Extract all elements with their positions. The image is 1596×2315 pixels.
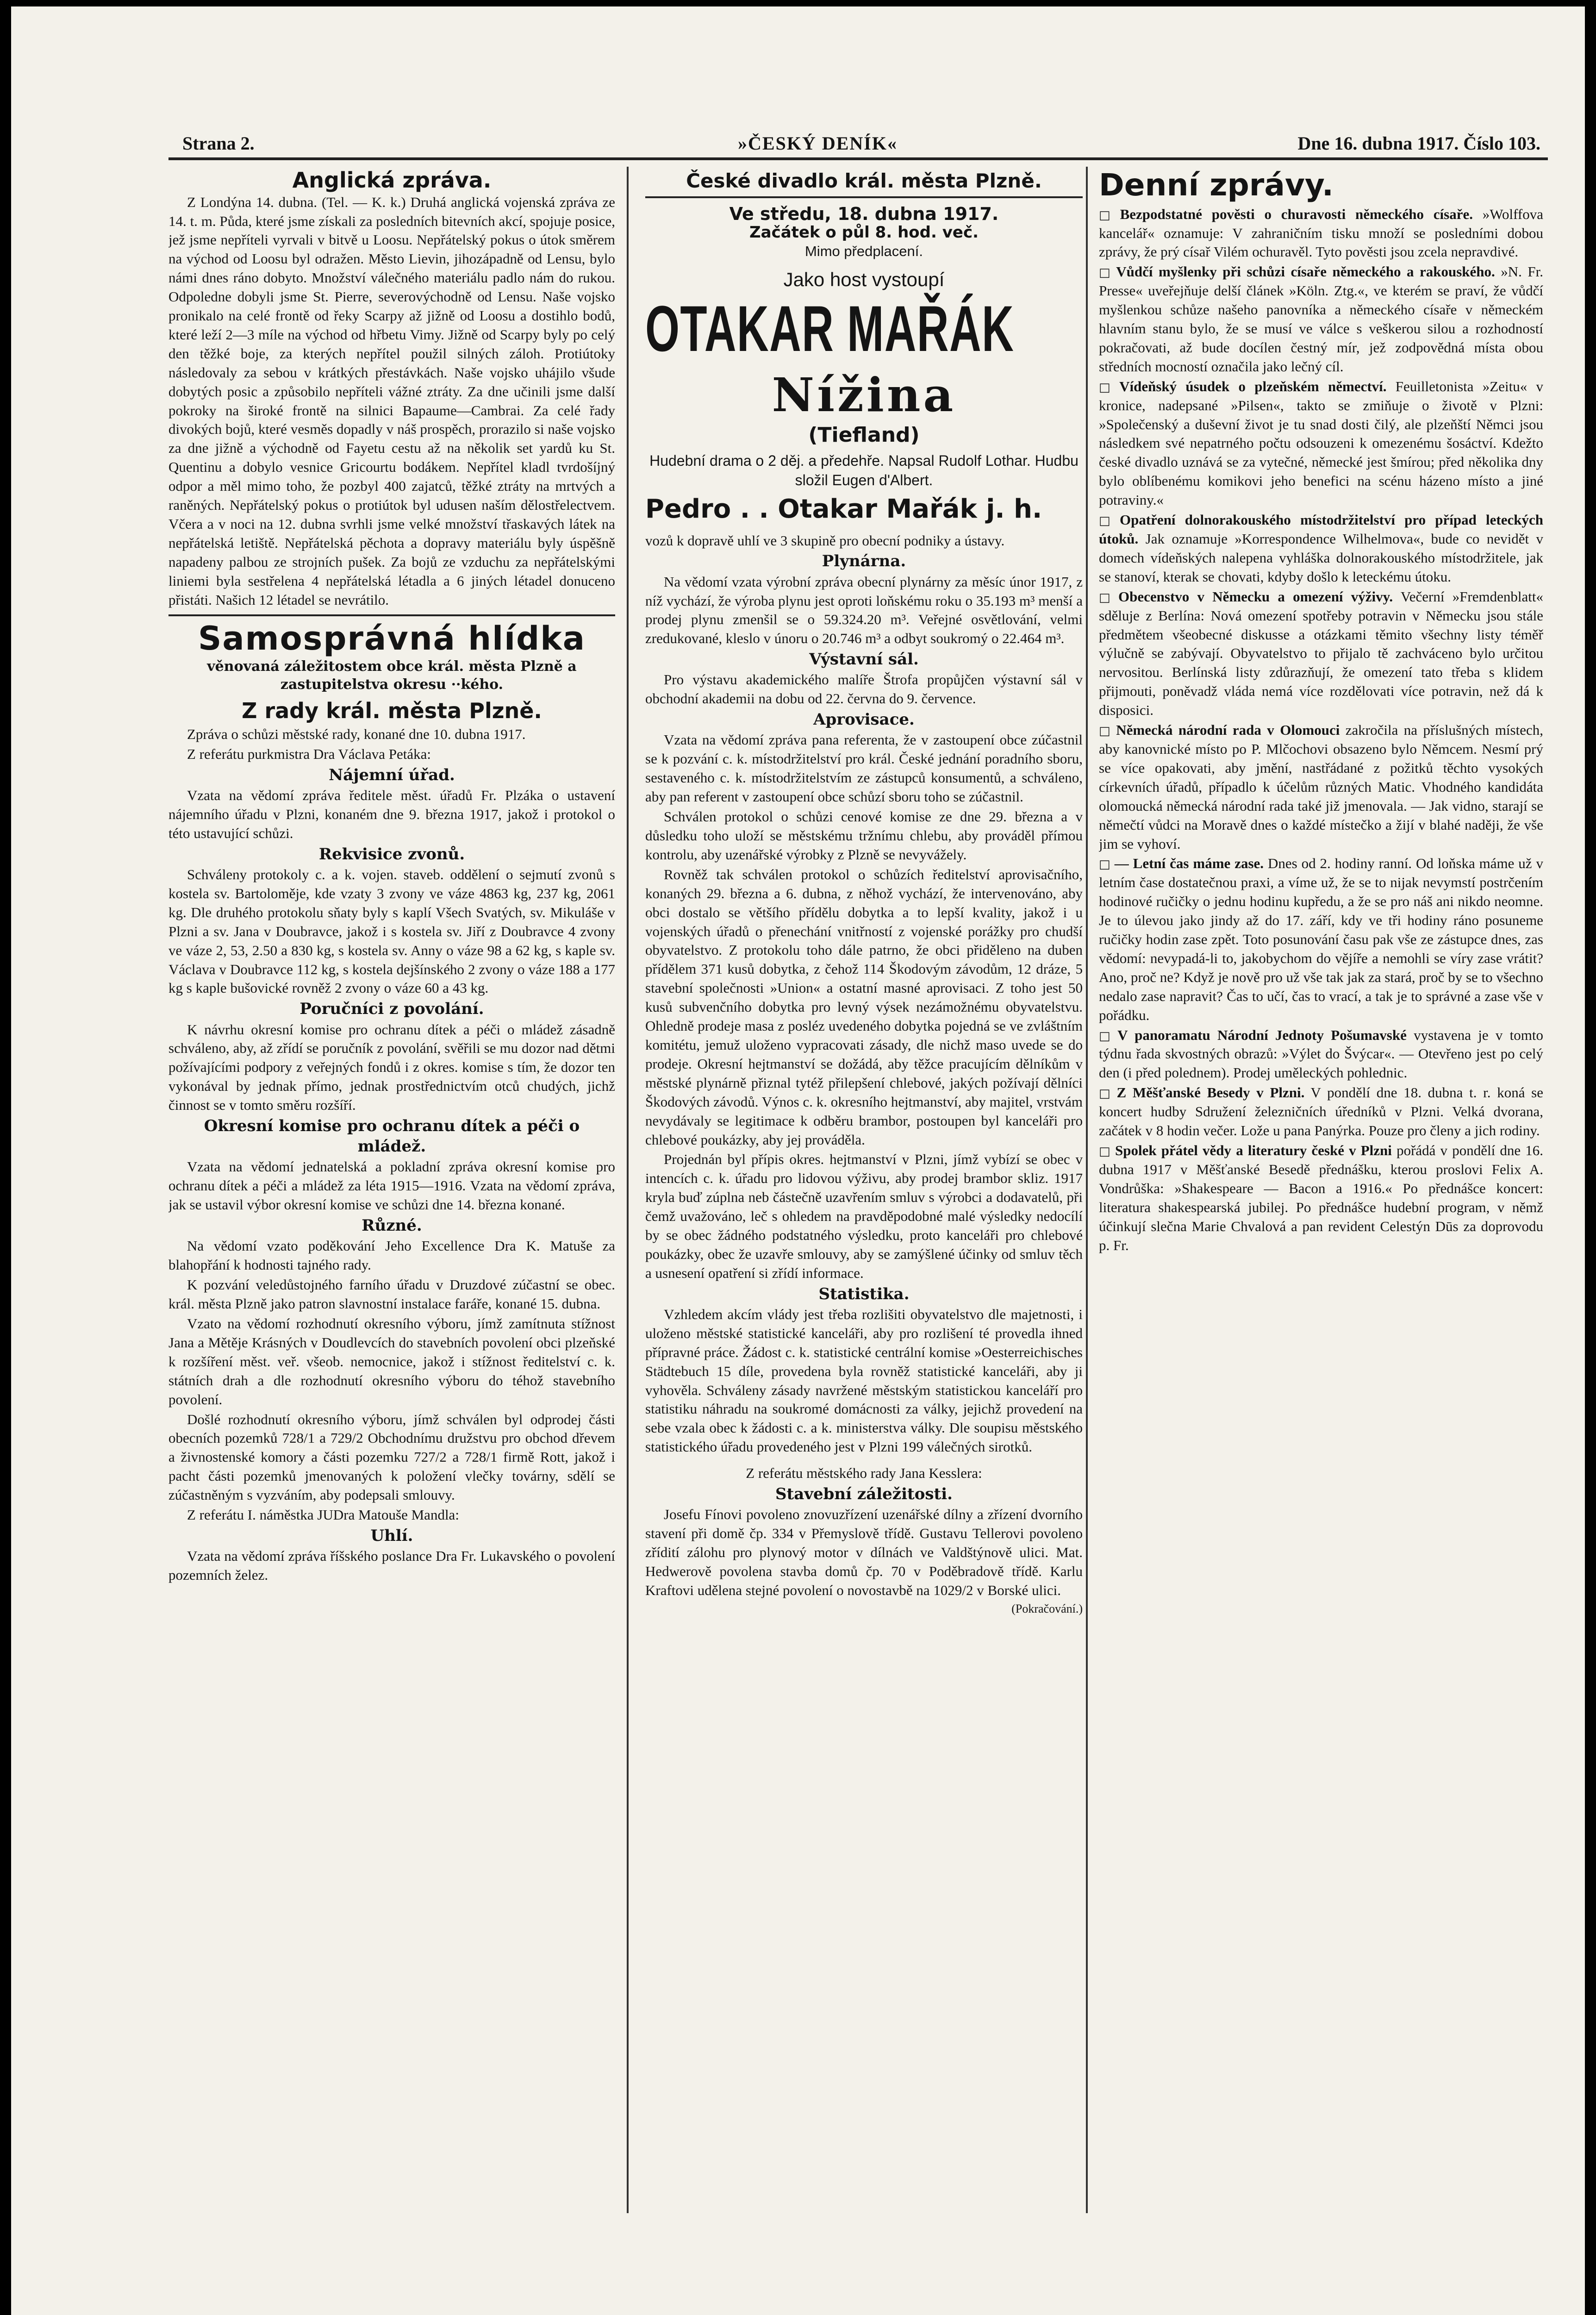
news-item-text: V pondělí dne 18. dubna t. r. koná se koncert hudby Sdružení železničních úředníků v Plzni. Velká dvorana, začátek v 8 hodin večer. Lože u pana Panýrka. Pouze pro členy a jich rodiny. — [1099, 1084, 1543, 1139]
news-item — [1099, 1026, 1543, 1083]
bullet-icon: □ — [1099, 1087, 1113, 1101]
column-divider — [627, 167, 629, 2213]
news-item-lead: — Letní čas máme zase. — [1114, 855, 1264, 872]
subsection-title: Rekvisice zvonů. — [318, 845, 465, 863]
article-text: Vzata na vědomí zpráva říšského poslance Dra Fr. Lukavského o povolení pozemních želez. — [168, 1548, 615, 1583]
bullet-icon: □ — [1099, 857, 1111, 872]
article-text: Schváleny protokoly c. a k. vojen. staveb. oddělení o sejmutí zvonů s kostela sv. Bartoloměje, kde vzaty 3 zvony ve váze 4863 kg, 237 kg, 2061 kg. Dle druhého protokolu sňaty byly s kaplí Všech Svatých, sv. Mikuláše v Plzni a sv. Jana v Doubravce, jakož i s kostela sv. Jiří z Doubravce 4 zvony ve váze 2, 53, 2.50 a 830 kg, s kostela sv. Anny o váze 98 a 62 kg, s kaple sv. Václava v Doubravce 112 kg, s kostela dejšínského 2 zvony o váze 188 a 177 kg s kaple bušovické rovněž 2 zvony o váze 60 a 43 kg. — [168, 866, 615, 996]
newspaper-page — [11, 6, 1585, 2315]
column-right — [1099, 167, 1543, 2269]
subsection-title: Statistika. — [818, 1284, 910, 1303]
article-text: K pozvání veledůstojného farního úřadu v Druzdové zúčastní se obec. král. města Plzně jako patron slavnostní instalace faráře, konané 15. dubna. — [168, 1276, 615, 1312]
news-item-lead: Německá národní rada v Olomouci — [1116, 722, 1340, 738]
news-item-text: Večerní »Fremdenblatt« sděluje z Berlína: Nová omezení spotřeby potravin v Německu jsou stále předmětem všeobecné diskusse a otázkami těmito všechny listy téměř výlučně se zabývají. Obyvatelstvo to přijalo tě zachváceno bylo určitou nervositou. Berlínská listy zdůrazňují, že omezení tato třeba s klidem přijmouti, poněvadž vláda nemá více rozdělovati více potravin, než dá k disposici. — [1099, 588, 1543, 719]
subsection-title: Aprovisace. — [813, 710, 915, 729]
bullet-icon: □ — [1099, 208, 1116, 222]
subsection-title: Poručníci z povolání. — [299, 1000, 484, 1019]
news-item — [1099, 205, 1543, 262]
article-text: Vzhledem akcím vlády jest třeba rozlišiti obyvatelstvo dle majetnosti, i uloženo městské statistické kanceláři, aby pro rozlišení té provedla ihned přípravné práce. Žádost c. k. statistické centrální komise »Oesterreichisches Städtebuch 15 díle, provedena byla rovněž statistické kanceláři, aby ji vyhověla. Schváleny zásady navržené městským statistickou kanceláří pro statistiku náhradu na soukromé domácnosti za války, jejichž provedení na sebe vzala obec k žádosti c. a k. ministerstva války. Dle soupisu městského statistického úřadu provedeného jest v Plzni 199 válečných sirotků. — [645, 1306, 1083, 1455]
news-list — [1099, 205, 1543, 1255]
news-item-lead: Vůdčí myšlenky při schůzi císaře německého a rakouského. — [1116, 263, 1495, 280]
news-item — [1099, 1083, 1543, 1140]
article-text: Schválen protokol o schůzi cenové komise ze dne 29. března a v důsledku toho uloží se městskému tržnímu chlebu, aby prováděl přímou kontrolu, aby uzenářské výrobky z Plzně se nevyvážely. — [645, 808, 1083, 863]
article-text: Z referátu městského rady Jana Kesslera: — [746, 1465, 982, 1482]
article-text: Na vědomí vzato poděkování Jeho Excellence Dra K. Matuše za blahopřání k hodnosti tajného rady. — [168, 1238, 615, 1273]
news-item-text: zakročila na příslušných místech, aby kanovnické místo po P. Mlčochovi obsazeno bylo Němcem. Nesmí prý se více opakovati, aby jmění, nastřádané z požitků těchto vysokých církevních úřadů, případlo k účelům různých Matic. Vhodného kandidáta olomoucká německá národní rada také již jmenovala. — Jak vidno, starají se němečtí vůdci na Moravě dnes o každé místečko a žijí v blahé naději, že vše jim se vyhoví. — [1099, 722, 1543, 852]
news-item — [1099, 511, 1543, 587]
section-title: Samosprávná hlídka — [198, 619, 586, 657]
subsection-title: Různé. — [362, 1216, 422, 1235]
news-item-text: pořádá v pondělí dne 16. dubna 1917 v Měšťanské Besedě přednášku, kterou proslovi Felix A. Vondrůška: »Shakespeare — Bacon a 1916.« Po přednášce koncert: literatura shakespearská jubilej. Po přednášce hudební program, v němž účinkují slečna Marie Chvalová a pan revident Celestýn Dūs za doprovodu p. Fr. — [1099, 1142, 1543, 1253]
performance-date: Ve středu, 18. dubna 1917. — [729, 204, 999, 225]
column-left — [168, 167, 615, 2232]
news-item-lead: Obecenstvo v Německu a omezení výživy. — [1118, 588, 1393, 605]
newspaper-title: »ČESKÝ DENÍK« — [738, 133, 898, 154]
article-text: Vzata na vědomí zpráva ředitele měst. úřadů Fr. Plzáka o ustavení nájemního úřadu v Plzni, konaném dne 9. března 1917, jakož i protokol o této ustavující schůzi. — [168, 787, 615, 841]
subscription-note: Mimo předplacení. — [804, 243, 923, 260]
article-title: Z rady král. města Plzně. — [242, 698, 542, 723]
star-name: OTAKAR MAŘÁK — [645, 292, 1015, 365]
article-text: Z Londýna 14. dubna. (Tel. — K. k.) Druhá anglická vojenská zpráva ze 14. t. m. Půda, které jsme získali za posledních bitevních akcí, spojuje posice, jež jsme nepříteli vyrvali v bitvě u Loosu. Nepřátelský pokus o útok směrem na východ od Loosu byl odražen. Město Lievin, jihozápadně od Lensu, bylo námi dnes ráno dobyto. Množství válečného materiálu padlo nám do rukou. Odpoledne dobyli jsme St. Pierre, severovýchodně od Lensu. Naše vojsko pronikalo na celé frontě od řeky Scarpy až jižně od Loosu a dostihlo bodů, které leží 2—3 míle na východ od hřbetu Vimy. Jižně od Scarpy byly po celý den těžké boje, za kterých nepřítel použil silných záloh. Protiútoky následovaly za sebou v krátkých přestávkách. Naše vojsko uhájilo všude dobytých posic a způsobilo nepříteli vážné ztráty. Za dne učinili jsme další pokroky na široké frontě na silnici Bapaume—Cambrai. Za celé řady divokých bojů, které vesměs dopadly v náš prospěch, prorazilo si naše vojsko za dne jižně a východně od Fayetu cestu až na několik set yardů ku St. Quentinu a dobylo vesnice Gricourtu bodákem. Nepřítel kladl tvrdošíjný odpor a měl mimo toho, že pozbyl 400 zajatců, těžké ztráty na mrtvých a raněných. Nepřátelský pokus o protiútok byl udusen naším dělostřelectvem. Včera a v noci na 12. dubna svrhli jsme velké množství třaskavých látek na nepřátelská letiště. Nepřátelská pěchota a dopravy materiálu byly úspěšně napadeny palbou ze strojních pušek. Za bojů ze vzduchu za nepřátelskými liniemi byla sestřelena 4 nepřátelská létadla a 6 jiných létadel donuceno přistáti. Našich 12 létadel se nevrátilo. — [168, 194, 615, 608]
article-text: Projednán byl přípis okres. hejtmanství v Plzni, jímž vybízí se obec v intencích c. k. úřadu pro lidovou výživu, aby prodej brambor skliz. 1917 kryla buď zúplna neb částečně uzavřením smluv s výrobci a dodavatelů, při čemž uvažováno, leč s ohledem na pravděpodobné malé výsledky nedocílí by se obec žádného podstatného výsledku, proto kanceláři pro chlebové poukázky, obec že uzavře smlouvy, aby se zamýšlené účinky od smluv těch a usnesení opatření si zřídí informace. — [645, 1151, 1083, 1281]
cast-line: Pedro . . Otakar Mařák j. h. — [645, 494, 1042, 524]
guest-note: Jako host vystoupí — [783, 269, 945, 291]
bullet-icon: □ — [1099, 1029, 1114, 1043]
subsection-title: Uhlí. — [370, 1526, 413, 1545]
section-subtitle: věnovaná záležitostem obce král. města Plzně a zastupitelstva okresu ··kého. — [207, 658, 577, 693]
opera-description: Hudební drama o 2 děj. a předehře. Napsal Rudolf Lothar. Hudbu složil Eugen d'Albert. — [649, 452, 1079, 489]
divider — [645, 196, 1083, 198]
news-item-text: vystavena je v tomto týdnu řada skvostných obrazů: »Výlet do Švýcar«. — Otevřeno jest po celý den (i před polednem). Prodej uměleckých pohlednic. — [1099, 1026, 1543, 1081]
article-text: Vzata na vědomí jednatelská a pokladní zpráva okresní komise pro ochranu dítek a péči a mládež za léta 1915—1916. Vzata na vědomí zpráva, jak se ustavil výbor okresní komise ve schůzi dne 14. března konané. — [168, 1158, 615, 1213]
news-item — [1099, 377, 1543, 510]
article-text: K návrhu okresní komise pro ochranu dítek a péči o mládež zásadně schváleno, aby, až zřídí se poručník z povolání, svěřili se mu dozor nad dětmi požívajícími podpory z veřejných fondů i z okres. komise s tím, že dozor ten vykonával by jednak přímo, jednak prostřednictvím otců chudých, jichž činnost se v tomto směru rozšíří. — [168, 1021, 615, 1114]
news-item-text: Jak oznamuje »Korrespondence Wilhelmova«, bude co nevidět v domech vídeňských nalepena vyhláška dolnorakouského místodržitele, jak se stanoví, kterak se chovati, kdyby došlo k leteckému útoku. — [1099, 531, 1543, 585]
bullet-icon: □ — [1099, 1145, 1111, 1158]
news-item-lead: Bezpodstatné pověsti o churavosti německého císaře. — [1120, 206, 1473, 222]
news-item — [1099, 263, 1543, 376]
news-item-lead: Spolek přátel vědy a literatury české v Plzni — [1115, 1142, 1392, 1158]
subsection-title: Nájemní úřad. — [329, 765, 455, 784]
bullet-icon: □ — [1099, 724, 1113, 738]
continued-note: (Pokračování.) — [1011, 1602, 1083, 1615]
article-text: Došlé rozhodnutí okresního výboru, jímž schválen byl odprodej části obecních pozemků 728/1 a 729/2 Obchodnímu družstvu pro obchod dřevem a živnostenské komory a části pozemku 727/2 a 728/1 firmě Rott, jakož i pacht části pozemků jmenovaných k položení vlečky továrny, sdělí se zúčastněným s vyzváním, aby podepsali smlouvy. — [168, 1411, 615, 1503]
column-divider — [1086, 167, 1088, 2213]
bullet-icon: □ — [1099, 380, 1116, 394]
article-text: Vzata na vědomí zpráva pana referenta, že v zastoupení obce zúčastnil se k pozvání c. k. místodržitelství pro král. České jednání poradního sboru, sestaveného c. k. místodržitelstvím ze zástupců konsumentů, a schváleno, aby pan referent v zastoupení obce schůzí sboru toho se zúčastnil. — [645, 732, 1083, 805]
opera-title: Nížina — [772, 367, 956, 422]
subsection-title: Výstavní sál. — [809, 650, 919, 669]
news-item-lead: Opatření dolnorakouského místodržitelství pro případ leteckých útoků. — [1099, 512, 1543, 547]
subsection-title: Okresní komise pro ochranu dítek a péči o mládež. — [204, 1117, 580, 1156]
theatre-title: České divadlo král. města Plzně. — [686, 169, 1042, 192]
performance-time: Začátek o půl 8. hod. več. — [749, 223, 979, 242]
news-item-lead: Z Měšťanské Besedy v Plzni. — [1116, 1084, 1305, 1101]
article-text: Na vědomí vzata výrobní zpráva obecní plynárny za měsíc únor 1917, z níž vychází, že výroba plynu jest oproti loňskému roku o 35.193 m³ menší a prodej plynu zmenšil se o 59.324.20 m³. Veřejné osvětlování, velmi zredukované, kleslo v únoru o 20.746 m³ a odbyt soukromý o 22.464 m³. — [645, 573, 1083, 647]
article-text: Pro výstavu akademického malíře Štrofa propůjčen výstavní sál v obchodní akademii na dobu od 22. června do 9. července. — [645, 671, 1083, 707]
article-text: Zpráva o schůzi městské rady, konané dne 10. dubna 1917. — [187, 726, 526, 743]
news-item — [1099, 1141, 1543, 1255]
article-text: Z referátu I. náměstka JUDra Matouše Mandla: — [187, 1507, 459, 1523]
news-item-text: »Wolffova kancelář« oznamuje: V zahraničním tisku množí se posledními dobou zprávy, že prý císař Vilém ochuravěl. Tyto pověsti jsou zcela nepravdivé. — [1099, 206, 1543, 260]
news-item-text: Feuilletonista »Zeitu« v kronice, nadepsané »Pilsen«, takto se zmiňuje o životě v Plzni: »Společenský a duševní život je tu snad dosti čilý, ale plzeňští Němci jsou následkem své nepatrného počtu odsouzeni k omezenému šosáctví. Kdežto české divadlo uznává se za vytečné, německé jest šmírou; před několika dny bylo oblíbenému komikovi jeho benefici na scénu házeno místo a jiné potraviny.« — [1099, 378, 1543, 508]
news-item-text: Dnes od 2. hodiny ranní. Od loňska máme už v letním čase dostatečnou praxi, a víme už, že se to nijak nevymstí postrčením hodinové ručičky o jednu hodinu kupředu, a že se pro náš ani nikdo neomne. Je to úlevou jako jindy až do 17. září, kdy ve tři hodiny ráno posuneme ručičky hodin zase zpět. Toto posunování času pak vše ze zástupce dnes, zas vědomí: nevypadá-li to, jakobychom do vějíře a nemohli se víry zase vrátit? Ano, proč ne? Když je nově pro už vše tak jak za stará, proč by se to všechno nedalo zase napravit? Čas to učí, čas to vrací, a tak je to správné a zase vše v pořádku. — [1099, 855, 1543, 1023]
divider — [168, 614, 615, 616]
article-text: vozů k dopravě uhlí ve 3 skupině pro obecní podniky a ústavy. — [645, 532, 1005, 549]
article-text: Josefu Fínovi povoleno znovuzřízení uzenářské dílny a zřízení dvorního stavení při domě čp. 334 v Přemyslově třídě. Gustavu Tellerovi povoleno zřídití zálohu pro plynový motor v dílnách ve Valdštýnově ulici. Mat. Hedwerově povolena stavba domů čp. 70 v Poděbradově třídě. Karlu Kraftovi udělena stejné povolení o novostavbě na 1029/2 v Borské ulici. — [645, 1506, 1083, 1598]
article-text: Vzato na vědomí rozhodnutí okresního výboru, jímž zamítnuta stížnost Jana a Mětěje Krásných v Doudlevcích do stavebních povolení obci plzeňské k rozšíření měst. veř. všeob. nemocnice, jakož i stížnost ředitelství c. k. státních drah a dle rozhodnutí okresního výboru do téhož stavebního povolení. — [168, 1315, 615, 1408]
news-item — [1099, 588, 1543, 720]
subsection-title: Stavební záležitosti. — [775, 1485, 953, 1504]
opera-subtitle: (Tiefland) — [808, 423, 920, 447]
news-item — [1099, 721, 1543, 853]
bullet-icon: □ — [1099, 590, 1115, 605]
column-middle — [645, 167, 1083, 2269]
news-item-lead: V panoramatu Národní Jednoty Pošumavské — [1117, 1026, 1407, 1043]
bullet-icon: □ — [1099, 514, 1116, 528]
bullet-icon: □ — [1099, 266, 1113, 280]
section-title: Denní zprávy. — [1099, 167, 1334, 203]
article-text: Rovněž tak schválen protokol o schůzích ředitelství aprovisačního, konaných 29. března a 6. dubna, z něhož vychází, že intervenováno, aby obci dostalo se většího přídělu dobytka a to lepší kvality, jakož i u vojenských úřadů o přenechání vnitřností z vojenské porážky pro chudší obyvatelstvo. Z protokolu toho dále patrno, že obci přiděleno na duben přídělem 371 kusů dobytka, z čehož 114 Škodovým závodům, 12 dráze, 5 stavební společnosti »Union« a ostatní masné aprovisaci. Z toho jest 50 kusů subvenčního dobytka pro levný výsek nezámožnému obyvatelstvu. Ohledně prodeje masa z posléz uvedeného dobytka pojedná se ve zvláštním komitétu, jemuž uloženo vypracovati zásady, dle nichž maso uvede se do prodeje. Okresní hejtmanství se dožádá, aby těžce pracujícím dělníkům v městské plynárně přiznal tytéž přilepšení chlebové, jakých požívají dělníci Škodových závodů. Výnos c. k. okresního hejtmanství, aby majitel, vrstvám nevydávaly se legitimace k odběru brambor, postoupen byl kanceláři pro chlebové poukázky, aby jej prováděla. — [645, 866, 1083, 1148]
article-title: Anglická zpráva. — [292, 168, 492, 193]
issue-date: Dne 16. dubna 1917. Číslo 103. — [1297, 133, 1540, 154]
news-item-text: »N. Fr. Presse« uveřejňuje delší článek »Köln. Ztg.«, ve kterém se praví, že vůdčí myšlenkou schůze našeho panovníka a německého císaře v německém hlavním stanu bylo, že se musí ve válce s veškerou silou a rozhodností pokračovati, až bude docílen čestný mír, jež zodpovědná místa obou středních mocností označila jako lečný cíl. — [1099, 263, 1543, 375]
page-number: Strana 2. — [182, 133, 255, 154]
news-item — [1099, 854, 1543, 1025]
subsection-title: Plynárna. — [822, 552, 906, 571]
news-item-lead: Vídeňský úsudek o plzeňském němectví. — [1119, 378, 1387, 394]
page-header — [168, 128, 1548, 160]
article-text: Z referátu purkmistra Dra Václava Petáka: — [187, 746, 431, 763]
